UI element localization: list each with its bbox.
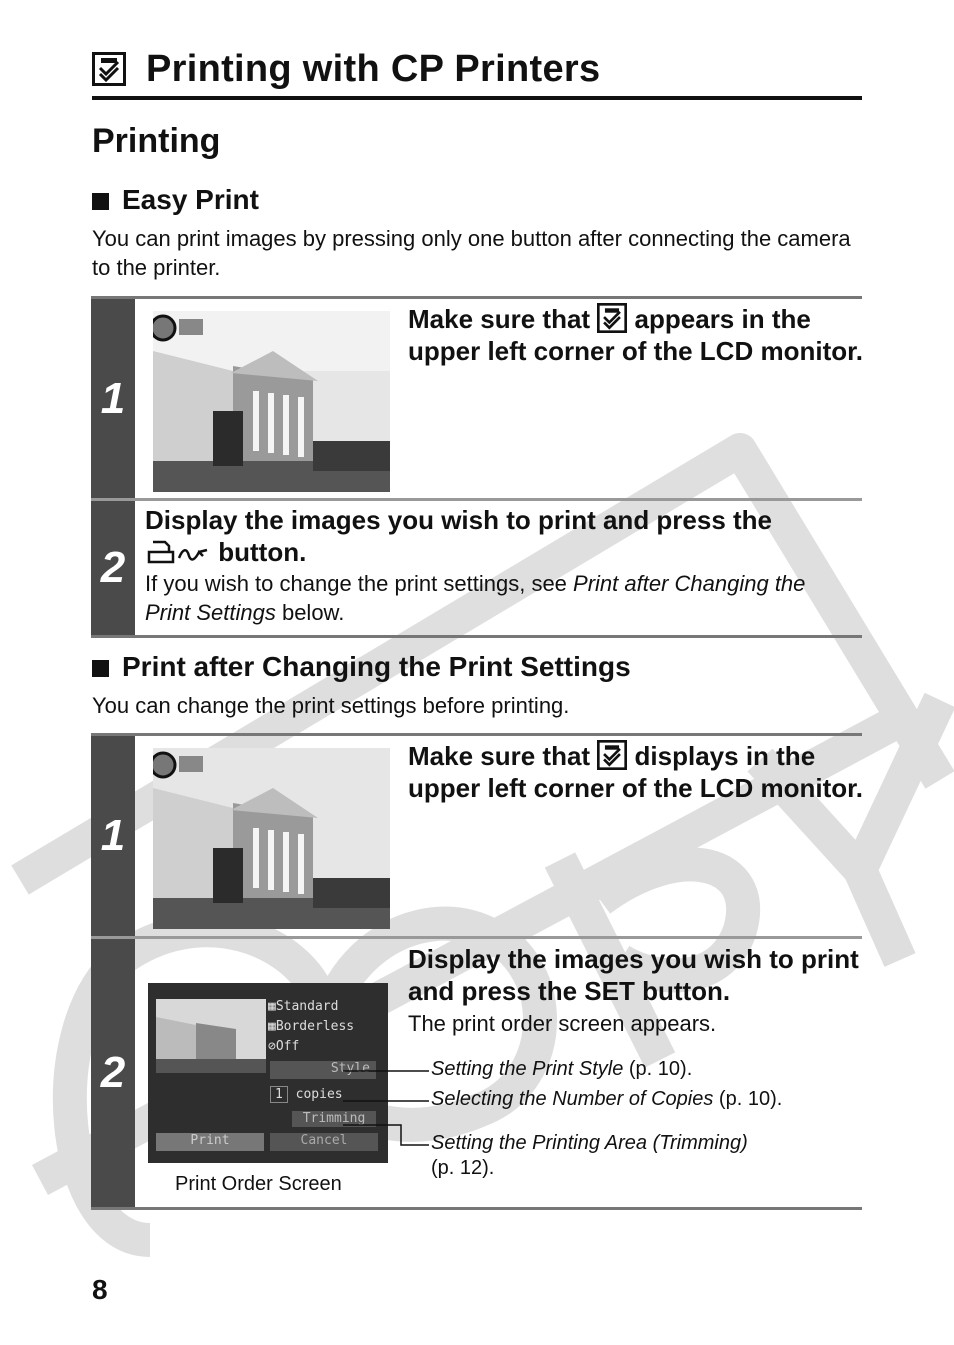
easy-print-heading-text: Easy Print bbox=[122, 184, 259, 215]
print-button-icon bbox=[145, 538, 211, 566]
print-button[interactable]: Print bbox=[156, 1133, 264, 1151]
page-title-text: Printing with CP Printers bbox=[146, 47, 601, 90]
step-instruction: Make sure that displays in the upper left corner of the LCD monitor. bbox=[408, 741, 864, 803]
callout-copies: Selecting the Number of Copies (p. 10). bbox=[431, 1088, 783, 1110]
step-row bbox=[91, 736, 862, 936]
page-number: 8 bbox=[92, 1274, 108, 1305]
callout-print-style: Setting the Print Style (p. 10). bbox=[431, 1058, 693, 1080]
trimming-button[interactable]: Trimming bbox=[292, 1111, 376, 1127]
easy-print-heading bbox=[92, 184, 259, 216]
print-share-icon bbox=[597, 303, 627, 333]
step-instruction: Display the images you wish to print and press the button. bbox=[145, 505, 773, 567]
print-after-intro: You can change the print settings before printing. bbox=[92, 693, 570, 718]
bullet-square-icon bbox=[92, 660, 109, 677]
cancel-button[interactable]: Cancel bbox=[270, 1133, 378, 1151]
lcd-photo bbox=[153, 311, 390, 492]
print-settings-list: ▦Standard ▦Borderless ⊘Off bbox=[268, 999, 355, 1054]
callout-leaders bbox=[343, 1049, 433, 1149]
step-instruction: Make sure that appears in the upper left corner of the LCD monitor. bbox=[408, 304, 864, 366]
step-number: 2 bbox=[91, 939, 135, 1207]
easy-print-steps bbox=[91, 296, 862, 638]
bullet-square-icon bbox=[92, 193, 109, 210]
step-row bbox=[91, 936, 862, 1207]
section-heading: Printing bbox=[92, 122, 221, 160]
style-button[interactable]: Style bbox=[270, 1061, 376, 1079]
step-note: If you wish to change the print settings, see Print after Changing the Print Settings below. bbox=[145, 571, 806, 625]
print-after-heading bbox=[92, 651, 631, 683]
step-number: 1 bbox=[91, 299, 135, 498]
print-share-icon bbox=[92, 52, 126, 86]
copies-field[interactable]: 1 copies bbox=[270, 1087, 343, 1102]
callout-trimming: Setting the Printing Area (Trimming) (p. 12). bbox=[431, 1132, 748, 1179]
step-note: The print order screen appears. bbox=[408, 1011, 717, 1036]
step-row bbox=[91, 299, 862, 498]
print-share-icon bbox=[597, 740, 627, 770]
step-number: 2 bbox=[91, 501, 135, 635]
print-after-heading-text: Print after Changing the Print Settings bbox=[122, 651, 631, 682]
step-number: 1 bbox=[91, 736, 135, 936]
screen-caption: Print Order Screen bbox=[175, 1173, 342, 1195]
page-title bbox=[92, 42, 600, 96]
step-instruction: Display the images you wish to print and press the SET button. bbox=[408, 944, 859, 1006]
easy-print-intro: You can print images by pressing only one button after connecting the camera to the printer. bbox=[92, 226, 851, 280]
cross-reference-link[interactable]: Print after Changing the Print Settings bbox=[145, 571, 806, 625]
lcd-photo bbox=[153, 748, 390, 929]
step-row bbox=[91, 498, 862, 635]
title-rule bbox=[92, 96, 862, 100]
print-after-steps bbox=[91, 733, 862, 1210]
thumbnail-image bbox=[156, 999, 266, 1073]
